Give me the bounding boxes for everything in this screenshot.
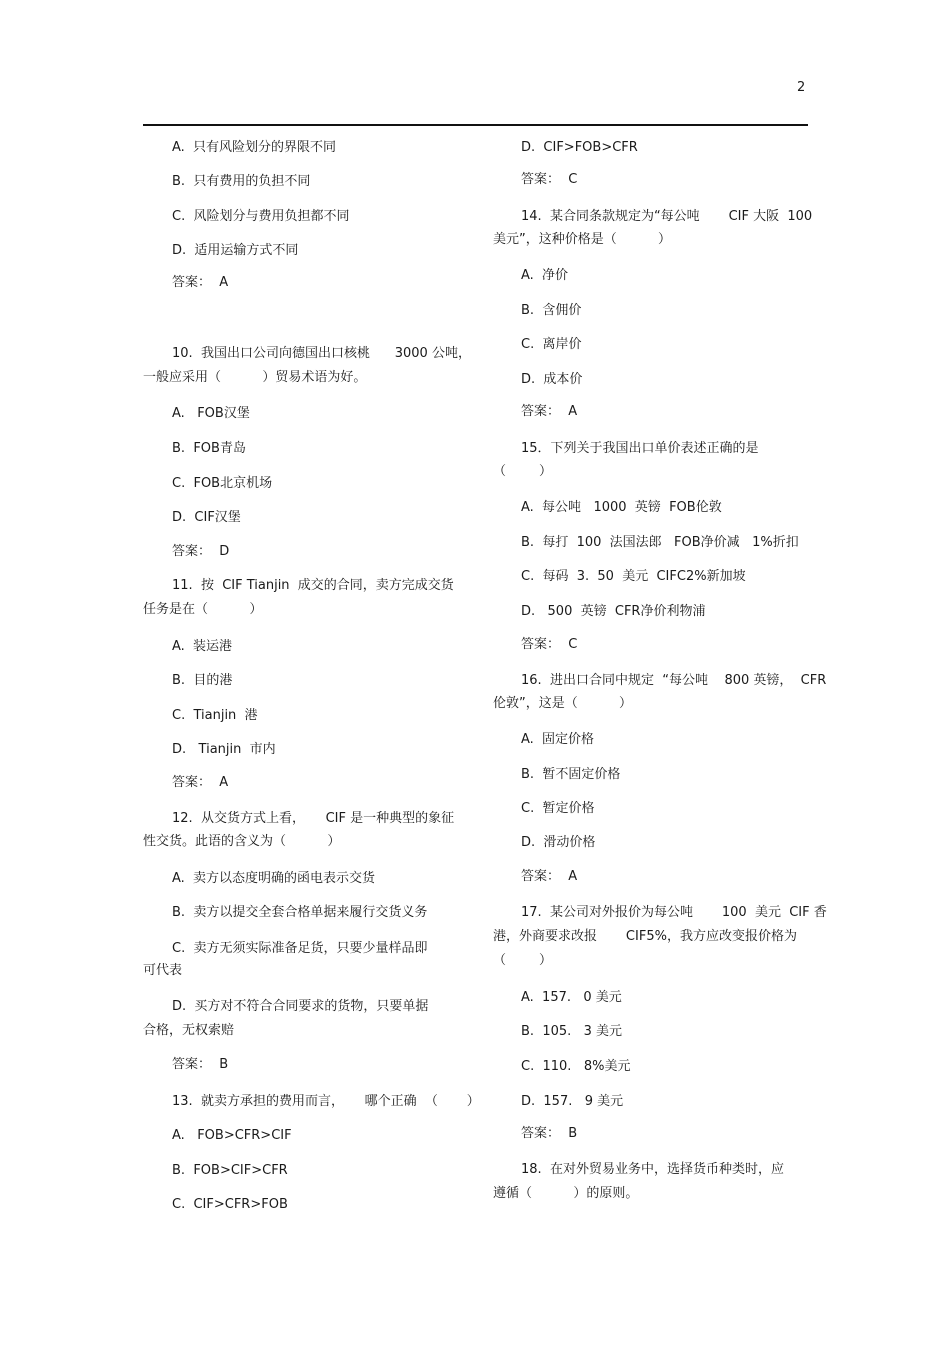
right-column-line: D. 滑动价格: [521, 835, 596, 850]
right-column-line: 答案： C: [521, 637, 578, 652]
right-column-line: 伦敦”，这是（ ）: [493, 696, 633, 711]
left-column-line: B. FOB青岛: [172, 441, 246, 456]
right-column-line: 答案： B: [521, 1126, 578, 1141]
left-column-line: A. 只有风险划分的界限不同: [172, 140, 337, 155]
right-column-line: 美元”，这种价格是（ ）: [493, 232, 672, 247]
right-column-line: D. 500 英镑 CFR净价利物浦: [521, 604, 706, 619]
left-column-line: 答案： A: [172, 275, 229, 290]
left-column-line: A. FOB>CFR>CIF: [172, 1128, 292, 1143]
right-column-line: （ ）: [493, 953, 553, 968]
left-column-line: D. 适用运输方式不同: [172, 243, 299, 258]
left-column-line: D. CIF汉堡: [172, 510, 241, 525]
left-column-line: B. 只有费用的负担不同: [172, 174, 311, 189]
right-column-line: C. 离岸价: [521, 337, 582, 352]
right-column-line: B. 105. 3 美元: [521, 1024, 623, 1039]
left-column-line: 答案： D: [172, 544, 230, 559]
right-column-line: 答案： A: [521, 404, 578, 419]
right-column-line: D. 157. 9 美元: [521, 1094, 624, 1109]
left-column-line: 任务是在（ ）: [143, 602, 263, 617]
right-column-line: 14. 某合同条款规定为“每公吨 CIF 大阪 100: [521, 209, 813, 224]
left-column-line: B. 卖方以提交全套合格单据来履行交货义务: [172, 905, 428, 920]
right-column-line: D. CIF>FOB>CFR: [521, 140, 638, 155]
right-column-line: A. 固定价格: [521, 732, 595, 747]
right-column-line: C. 每码 3. 50 美元 CIFC2%新加坡: [521, 569, 746, 584]
left-column-line: C. 风险划分与费用负担都不同: [172, 209, 350, 224]
right-column-line: 答案： C: [521, 172, 578, 187]
right-column-line: A. 净价: [521, 268, 569, 283]
right-column-line: 17. 某公司对外报价为每公吨 100 美元 CIF 香: [521, 905, 827, 920]
right-column-line: B. 每打 100 法国法郎 FOB净价减 1%折扣: [521, 535, 799, 550]
left-column-line: A. FOB汉堡: [172, 406, 250, 421]
left-column-line: 11. 按 CIF Tianjin 成交的合同，卖方完成交货: [172, 578, 454, 593]
right-column-line: C. 暂定价格: [521, 801, 595, 816]
left-column-line: C. FOB北京机场: [172, 476, 273, 491]
right-column-line: A. 157. 0 美元: [521, 990, 622, 1005]
right-column-line: B. 暂不固定价格: [521, 767, 621, 782]
left-column-line: 12. 从交货方式上看， CIF 是一种典型的象征: [172, 811, 455, 826]
right-column-line: C. 110. 8%美元: [521, 1059, 631, 1074]
left-column-line: 10. 我国出口公司向德国出口核桃 3000 公吨，: [172, 346, 471, 361]
left-column-line: D. Tianjin 市内: [172, 742, 276, 757]
header-rule: [143, 124, 808, 126]
left-column-line: 性交货。此语的含义为（ ）: [143, 834, 341, 849]
right-column-line: 16. 进出口合同中规定 “每公吨 800 英镑， CFR: [521, 673, 827, 688]
page-number: 2: [797, 80, 806, 95]
right-column-line: B. 含佣价: [521, 303, 582, 318]
right-column-line: A. 每公吨 1000 英镑 FOB伦敦: [521, 500, 722, 515]
left-column-line: 13. 就卖方承担的费用而言， 哪个正确 （ ）: [172, 1094, 480, 1109]
right-column-line: 15．下列关于我国出口单价表述正确的是: [521, 441, 759, 456]
right-column-line: 港，外商要求改报 CIF5%，我方应改变报价格为: [493, 929, 797, 944]
left-column-line: D. 买方对不符合合同要求的货物，只要单据: [172, 999, 429, 1014]
right-column-line: 遵循（ ）的原则。: [493, 1186, 639, 1201]
left-column-line: 答案： B: [172, 1057, 229, 1072]
left-column-line: C. CIF>CFR>FOB: [172, 1197, 288, 1212]
left-column-line: A. 卖方以态度明确的函电表示交货: [172, 871, 376, 886]
left-column-line: 一般应采用（ ）贸易术语为好。: [143, 370, 367, 385]
right-column-line: 18. 在对外贸易业务中，选择货币种类时，应: [521, 1162, 784, 1177]
right-column-line: 答案： A: [521, 869, 578, 884]
left-column-line: B. 目的港: [172, 673, 233, 688]
left-column-line: C. Tianjin 港: [172, 708, 258, 723]
left-column-line: 合格，无权索赔: [143, 1023, 235, 1038]
left-column-line: 可代表: [143, 963, 183, 978]
left-column-line: A. 装运港: [172, 639, 233, 654]
left-column-line: C. 卖方无须实际准备足货，只要少量样品即: [172, 941, 428, 956]
right-column-line: D. 成本价: [521, 372, 583, 387]
left-column-line: B. FOB>CIF>CFR: [172, 1163, 288, 1178]
left-column-line: 答案： A: [172, 775, 229, 790]
right-column-line: （ ）: [493, 464, 553, 479]
